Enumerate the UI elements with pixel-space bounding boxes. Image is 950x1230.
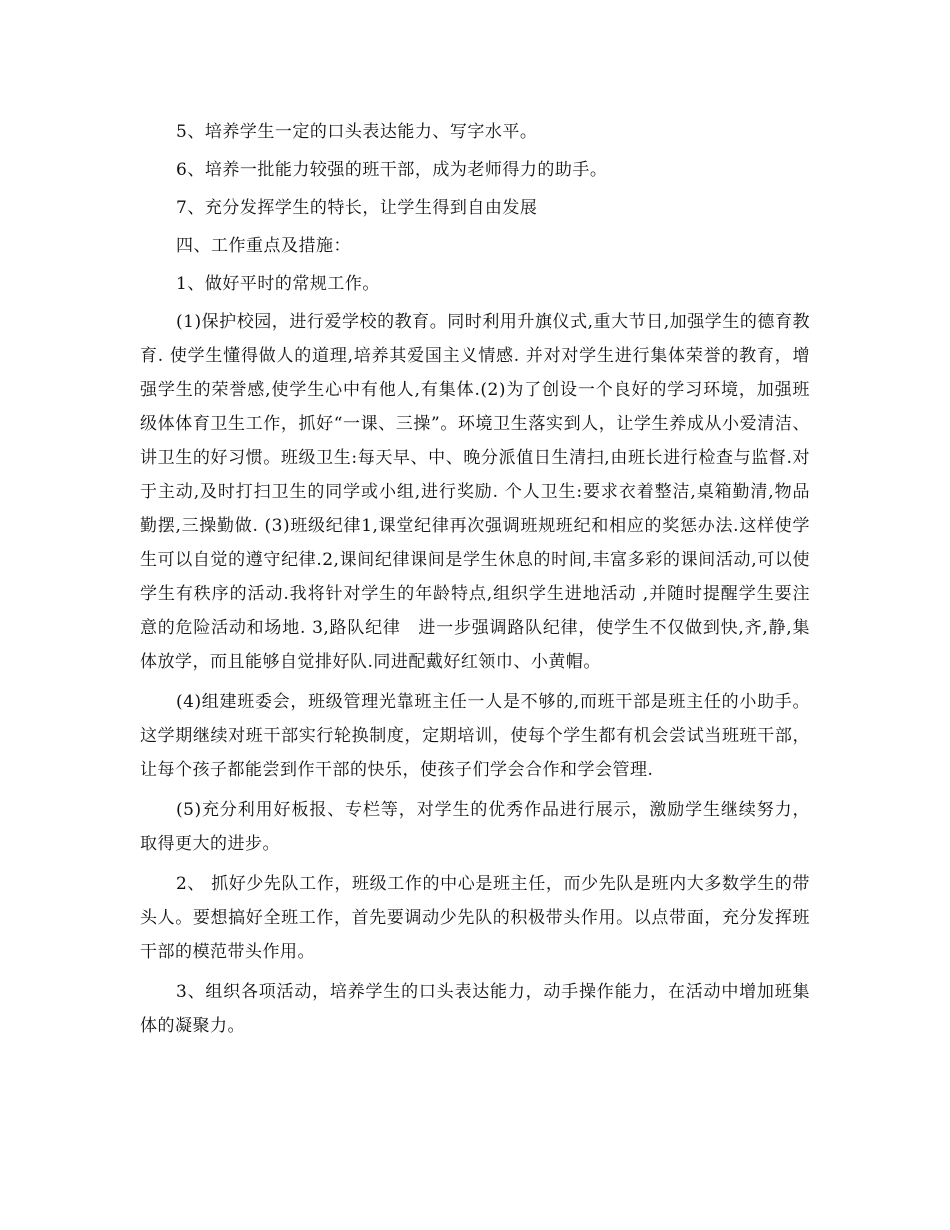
measure-1-body: (1)保护校园，进行爱学校的教育。同时利用升旗仪式,重大节日,加强学生的德育教育. 使学生懂得做人的道理,培养其爱国主义情感. 并对对学生进行集体荣誉的教育，增强学生的荣誉感,使学生心中有他人,有集体.(2)为了创设一个良好的学习环境，加强班级体体育卫生工作，抓好“一课、三操”。环境卫生落实到人，让学生养成从小爱清洁、讲卫生的好习惯。班级卫生:每天早、中、晚分派值日生清扫,由班长进行检查与监督.对于主动,及时打扫卫生的同学或小组,进行奖励. 个人卫生:要求衣着整洁,桌箱勤清,物品勤摆,三操勤做. (3)班级纪律1,课堂纪律再次强调班规班纪和相应的奖惩办法.这样使学生可以自觉的遵守纪律.2,课间纪律课间是学生休息的时间,丰富多彩的课间活动,可以使学生有秩序的活动.我将针对学生的年龄特点,组织学生进地活动 ,并随时提醒学生要注意的危险活动和场地. 3,路队纪律 进一步强调路队纪律，使学生不仅做到快,齐,静,集体放学，而且能够自觉排好队.同进配戴好红领巾、小黄帽。 [140, 312, 810, 672]
goal-item-5: 5、培养学生一定的口头表达能力、写字水平。 [176, 122, 538, 142]
section-heading-4: 四、工作重点及措施： [176, 236, 351, 256]
measure-1-heading: 1、做好平时的常规工作。 [176, 274, 380, 294]
goal-item-6: 6、培养一批能力较强的班干部，成为老师得力的助手。 [176, 160, 608, 180]
measure-1-item-5: (5)充分利用好板报、专栏等，对学生的优秀作品进行展示，激励学生继续努力，取得更大的进步。 [140, 800, 810, 854]
measure-1-item-4: (4)组建班委会，班级管理光靠班主任一人是不够的,而班干部是班主任的小助手。这学期继续对班干部实行轮换制度，定期培训，使每个学生都有机会尝试当班班干部，让每个孩子都能尝到作干部的快乐，使孩子们学会合作和学会管理. [140, 692, 810, 780]
goal-item-7: 7、充分发挥学生的特长，让学生得到自由发展 [176, 198, 538, 218]
measure-2: 2、 抓好少先队工作，班级工作的中心是班主任，而少先队是班内大多数学生的带头人。要想搞好全班工作，首先要调动少先队的积极带头作用。以点带面，充分发挥班干部的模范带头作用。 [140, 874, 810, 962]
measure-3: 3、组织各项活动，培养学生的口头表达能力，动手操作能力，在活动中增加班集体的凝聚力。 [140, 982, 810, 1036]
